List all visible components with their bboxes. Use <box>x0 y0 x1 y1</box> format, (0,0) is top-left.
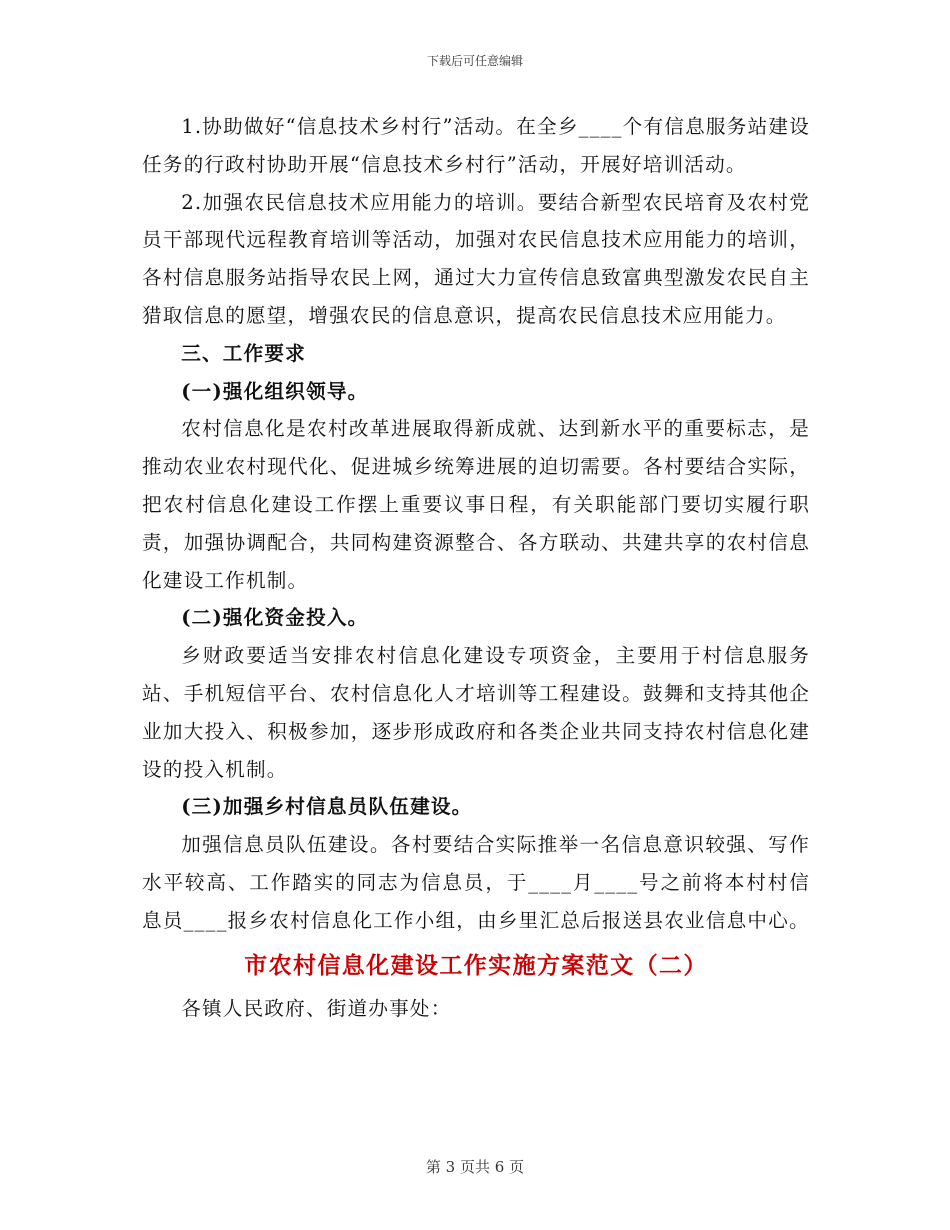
paragraph-item-2: 2.加强农民信息技术应用能力的培训。要结合新型农民培育及农村党员干部现代远程教育培训等活动，加强对农民信息技术应用能力的培训，各村信息服务站指导农民上网，通过大力宣传信息致富典型激发农民自主猎取信息的愿望，增强农民的信息意识，提高农民信息技术应用能力。 <box>142 190 810 327</box>
paragraph-organization: 农村信息化是农村改革进展取得新成就、达到新水平的重要标志，是推动农业农村现代化、促进城乡统筹进展的迫切需要。各村要结合实际，把农村信息化建设工作摆上重要议事日程，有关职能部门要切实履行职责，加强协调配合，共同构建资源整合、各方联动、共建共享的农村信息化建设工作机制。 <box>142 417 810 592</box>
subheading-organization: (一)强化组织领导。 <box>181 379 369 403</box>
page-header: 下载后可任意编辑 <box>426 54 523 68</box>
page-footer: 第 3 页共 6 页 <box>425 1158 525 1176</box>
subheading-funding: (二)强化资金投入。 <box>181 606 369 630</box>
paragraph-informant-team: 加强信息员队伍建设。各村要结合实际推举一名信息意识较强、写作水平较高、工作踏实的同志为信息员，于____月____号之前将本村村信息员____报乡农村信息化工作小组，由乡里汇总后报送县农业信息中心。 <box>142 833 810 932</box>
salutation: 各镇人民政府、街道办事处： <box>181 996 452 1020</box>
section-heading-work-requirements: 三、工作要求 <box>181 341 306 365</box>
paragraph-funding: 乡财政要适当安排农村信息化建设专项资金，主要用于村信息服务站、手机短信平台、农村信息化人才培训等工程建设。鼓舞和支持其他企业加大投入、积极参加，逐步形成政府和各类企业共同支持农村信息化建设的投入机制。 <box>142 644 810 781</box>
document-body <box>142 108 810 1027</box>
subheading-informant-team: (三)加强乡村信息员队伍建设。 <box>181 795 473 819</box>
document-title: 市农村信息化建设工作实施方案范文（二） <box>244 951 708 979</box>
paragraph-item-1: 1.协助做好“信息技术乡村行”活动。在全乡____个有信息服务站建设任务的行政村协助开展“信息技术乡村行”活动，开展好培训活动。 <box>142 115 810 176</box>
